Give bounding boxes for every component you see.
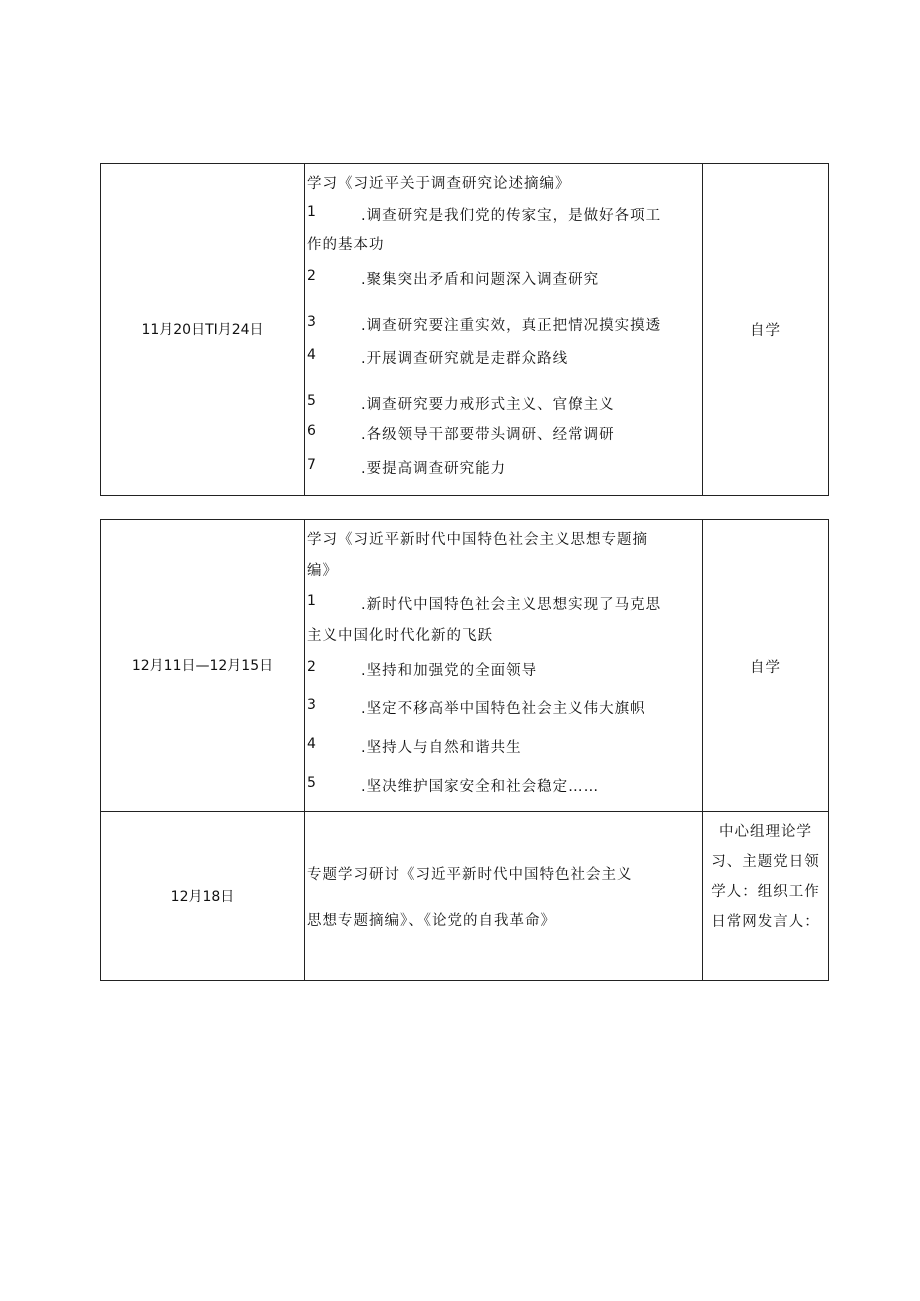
item-text: .新时代中国特色社会主义思想实现了马克思	[361, 597, 662, 613]
content-cell	[304, 163, 702, 495]
item-number: 4	[307, 736, 316, 752]
item-text: .坚持人与自然和谐共生	[361, 740, 522, 756]
study-title-continued: 编》	[307, 563, 338, 579]
mode-note-line: 日常网发言人：	[711, 914, 820, 930]
item-number: 3	[307, 697, 316, 713]
schedule-table-2	[100, 519, 829, 981]
item-text: .聚集突出矛盾和问题深入调查研究	[361, 272, 600, 288]
item-number: 4	[307, 347, 316, 363]
item-text: .调查研究要注重实效，真正把情况摸实摸透	[361, 318, 662, 334]
date-cell	[100, 163, 304, 495]
item-text: .各级领导干部要带头调研、经常调研	[361, 427, 615, 443]
schedule-table-1	[100, 163, 829, 496]
item-number: 2	[307, 268, 316, 284]
date-cell	[100, 519, 304, 811]
item-number: 5	[307, 775, 316, 791]
mode-cell	[702, 811, 829, 980]
table-row	[100, 519, 829, 811]
item-number: 7	[307, 457, 316, 473]
item-text: .开展调查研究就是走群众路线	[361, 351, 569, 367]
seminar-text: 专题学习研讨《习近平新时代中国特色社会主义	[307, 867, 633, 883]
item-text: .调查研究要力戒形式主义、官僚主义	[361, 397, 615, 413]
table-row	[100, 811, 829, 980]
item-text: .坚持和加强党的全面领导	[361, 663, 538, 679]
item-text: .坚决维护国家安全和社会稳定……	[361, 779, 600, 795]
content-cell	[304, 519, 702, 811]
study-mode: 自学	[750, 323, 781, 339]
item-number: 6	[307, 423, 316, 439]
content-cell	[304, 811, 702, 980]
date-text: 12月18日	[170, 888, 235, 905]
seminar-text-continued: 思想专题摘编》、《论党的自我革命》	[307, 913, 556, 929]
item-number: 1	[307, 593, 316, 609]
mode-notes	[707, 817, 824, 937]
mode-note-line: 习、主题党日领	[711, 854, 820, 870]
item-number: 5	[307, 393, 316, 409]
table-row	[100, 163, 829, 495]
item-text: .调查研究是我们党的传家宝，是做好各项工	[361, 208, 662, 224]
study-title: 学习《习近平新时代中国特色社会主义思想专题摘	[307, 532, 648, 548]
date-cell	[100, 811, 304, 980]
item-text-continued: 作的基本功	[307, 237, 385, 253]
table-border-bottom	[100, 980, 829, 981]
mode-cell	[702, 519, 829, 811]
item-number: 2	[307, 659, 316, 675]
mode-cell	[702, 163, 829, 495]
study-title: 学习《习近平关于调查研究论述摘编》	[307, 176, 571, 192]
item-text: .坚定不移高举中国特色社会主义伟大旗帜	[361, 701, 646, 717]
date-text: 11月20日TI月24日	[141, 322, 264, 338]
item-number: 1	[307, 204, 316, 220]
study-mode: 自学	[750, 660, 781, 676]
item-text: .要提高调查研究能力	[361, 461, 507, 477]
mode-note-line: 中心组理论学	[719, 824, 812, 840]
item-number: 3	[307, 314, 316, 330]
table-border-bottom	[100, 495, 829, 496]
mode-note-line: 学人：组织工作	[711, 884, 820, 900]
date-text: 12月11日—12月15日	[131, 658, 274, 674]
item-text-continued: 主义中国化时代化新的飞跃	[307, 628, 493, 644]
